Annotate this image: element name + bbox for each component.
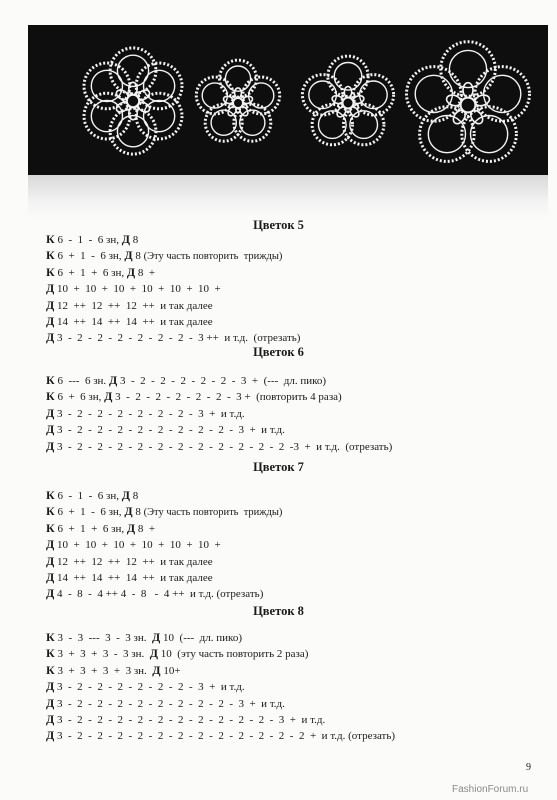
section-title-flower-7: Цветок 7 — [253, 460, 304, 474]
stitch-text: 10 (эту часть повторить 2 раза) — [158, 648, 309, 661]
stitch-text: 3 - 2 - 2 - 2 - 2 - 2 - 2 - 2 - 2 - 3 + и т.д. — [54, 424, 285, 437]
lace-flower-7 — [302, 56, 393, 145]
stitch-text: 3 - 3 --- 3 - 3 зн. — [54, 632, 153, 644]
stitch-text: 8 — [130, 234, 139, 246]
pattern-line — [46, 554, 282, 570]
stitch-text: 6 - 1 - 6 зн, — [54, 490, 122, 502]
section-title-flower-5: Цветок 5 — [253, 218, 304, 232]
stitch-letter: Д — [121, 232, 131, 246]
stitch-text: 6 + 1 + 6 зн, — [54, 522, 127, 535]
pattern-line — [46, 298, 300, 314]
stitch-letter: Д — [46, 314, 55, 329]
stitch-text: 10+ — [160, 664, 181, 677]
stitch-text: 8 — [132, 250, 144, 263]
lace-flowers-image — [28, 25, 548, 175]
stitch-text: 3 - 2 - 2 - 2 - 2 - 2 - 2 - 3 + и т.д. — [54, 681, 245, 694]
stitch-letter: Д — [152, 630, 161, 644]
pattern-line — [46, 406, 392, 422]
pattern-flower-5 — [46, 232, 300, 347]
stitch-text: 3 - 2 - 2 - 2 - 2 - 2 - 2 - 2 - 2 - 3 + и т.д. — [54, 697, 285, 710]
stitch-letter: Д — [46, 297, 55, 312]
stitch-text: 8 — [130, 490, 139, 502]
pattern-flower-8 — [46, 630, 395, 745]
stitch-letter: Д — [46, 695, 55, 710]
lace-flower-5 — [84, 48, 182, 154]
photo-fade — [28, 175, 548, 220]
pattern-line — [46, 712, 395, 728]
stitch-letter: К — [46, 504, 55, 519]
pattern-line — [46, 696, 395, 712]
stitch-text: 14 ++ 14 ++ 14 ++ и так далее — [54, 316, 213, 329]
pattern-line — [46, 314, 300, 330]
pattern-line — [46, 586, 282, 602]
stitch-letter: К — [46, 264, 55, 279]
stitch-letter: Д — [46, 679, 55, 694]
stitch-letter: К — [46, 232, 55, 246]
pattern-flower-7 — [46, 488, 282, 603]
pattern-line — [46, 422, 392, 438]
stitch-text: 8 + — [135, 266, 156, 279]
stitch-text: 4 - 8 - 4 ++ 4 - 8 - 4 ++ и т.д. (отрезать) — [54, 588, 264, 601]
stitch-text: 12 ++ 12 ++ 12 ++ и так далее — [54, 555, 213, 568]
pattern-line — [46, 248, 300, 264]
stitch-text: (Эту часть повторить трижды) — [143, 251, 283, 263]
stitch-letter: К — [46, 389, 55, 404]
lace-flower-6 — [196, 60, 279, 141]
stitch-letter: Д — [124, 504, 133, 519]
pattern-line — [46, 570, 282, 586]
pattern-line — [46, 439, 392, 455]
stitch-letter: Д — [46, 712, 55, 727]
stitch-text: 6 + 1 - 6 зн, — [54, 506, 125, 519]
stitch-text: 14 ++ 14 ++ 14 ++ и так далее — [54, 572, 213, 585]
stitch-text: 10 + 10 + 10 + 10 + 10 + 10 + — [54, 539, 221, 552]
stitch-letter: Д — [46, 281, 55, 296]
stitch-text: (Эту часть повторить трижды) — [143, 507, 283, 519]
stitch-text: 10 + 10 + 10 + 10 + 10 + 10 + — [54, 283, 221, 296]
stitch-letter: К — [46, 248, 55, 263]
stitch-text: 6 + 6 зн, — [54, 391, 105, 404]
pattern-line — [46, 663, 395, 679]
stitch-letter: Д — [126, 264, 136, 279]
stitch-text: 6 + 1 - 6 зн, — [54, 250, 125, 263]
stitch-text: 3 - 2 - 2 - 2 - 2 - 2 - 2 - 2 - 2 - 2 - 2 - 2 -3 + и т.д. (отрезать) — [54, 440, 393, 453]
pattern-line — [46, 232, 300, 248]
stitch-text: 3 - 2 - 2 - 2 - 2 - 2 - 3 + (повторить 4 раза) — [112, 391, 342, 404]
stitch-text: 3 - 2 - 2 - 2 - 2 - 2 - 2 - 2 - 2 - 2 - 2 - 2 - 2 + и т.д. (отрезать) — [54, 730, 396, 743]
stitch-letter: Д — [46, 728, 55, 743]
stitch-text: 3 - 2 - 2 - 2 - 2 - 2 - 3 + (--- дл. пико) — [117, 375, 327, 387]
pattern-line — [46, 281, 300, 297]
lace-flower-8 — [407, 42, 530, 162]
stitch-text: 6 + 1 + 6 зн, — [54, 266, 127, 279]
stitch-text: 3 + 3 + 3 + 3 зн. — [54, 664, 153, 677]
pattern-line — [46, 488, 282, 504]
stitch-text: 3 - 2 - 2 - 2 - 2 - 2 - 2 - 2 - 2 - 2 - 2 - 3 + и т.д. — [54, 714, 326, 727]
stitch-letter: Д — [46, 438, 55, 453]
stitch-letter: Д — [108, 373, 118, 387]
pattern-line — [46, 679, 395, 695]
watermark: FashionForum.ru — [452, 784, 529, 795]
section-title-flower-8: Цветок 8 — [253, 604, 304, 618]
stitch-letter: К — [46, 630, 55, 644]
pattern-line — [46, 630, 395, 646]
flower-photo — [28, 25, 548, 175]
stitch-text: 3 - 2 - 2 - 2 - 2 - 2 - 2 - 3 ++ и т.д. (отрезать) — [54, 332, 301, 345]
stitch-text: 6 - 1 - 6 зн, — [54, 234, 122, 246]
stitch-letter: К — [46, 646, 55, 661]
stitch-text: 10 (--- дл. пико) — [160, 632, 242, 644]
stitch-letter: Д — [46, 330, 55, 345]
page-number: 9 — [526, 762, 531, 773]
stitch-letter: Д — [124, 248, 133, 263]
stitch-text: 8 — [132, 506, 144, 519]
stitch-text: 3 - 2 - 2 - 2 - 2 - 2 - 2 - 3 + и т.д. — [54, 407, 245, 420]
stitch-letter: Д — [46, 586, 55, 601]
stitch-letter: Д — [46, 422, 55, 437]
stitch-letter: Д — [121, 488, 131, 502]
pattern-line — [46, 537, 282, 553]
pattern-line — [46, 373, 392, 389]
pattern-line — [46, 265, 300, 281]
stitch-letter: Д — [46, 537, 55, 552]
pattern-line — [46, 728, 395, 744]
stitch-letter: Д — [126, 520, 136, 535]
stitch-letter: Д — [46, 405, 55, 420]
stitch-letter: Д — [149, 646, 159, 661]
stitch-letter: К — [46, 520, 55, 535]
stitch-letter: К — [46, 373, 55, 387]
pattern-line — [46, 521, 282, 537]
pattern-line — [46, 389, 392, 405]
stitch-text: 6 --- 6 зн. — [54, 375, 109, 387]
stitch-letter: Д — [152, 662, 161, 677]
section-title-flower-6: Цветок 6 — [253, 345, 304, 359]
pattern-line — [46, 646, 395, 662]
pattern-line — [46, 504, 282, 520]
stitch-text: 8 + — [135, 522, 156, 535]
stitch-letter: Д — [46, 553, 55, 568]
stitch-text: 3 + 3 + 3 - 3 зн. — [54, 648, 150, 661]
stitch-text: 12 ++ 12 ++ 12 ++ и так далее — [54, 299, 213, 312]
stitch-letter: К — [46, 662, 55, 677]
stitch-letter: Д — [46, 570, 55, 585]
pattern-flower-6 — [46, 373, 392, 455]
stitch-letter: К — [46, 488, 55, 502]
stitch-letter: Д — [104, 389, 113, 404]
